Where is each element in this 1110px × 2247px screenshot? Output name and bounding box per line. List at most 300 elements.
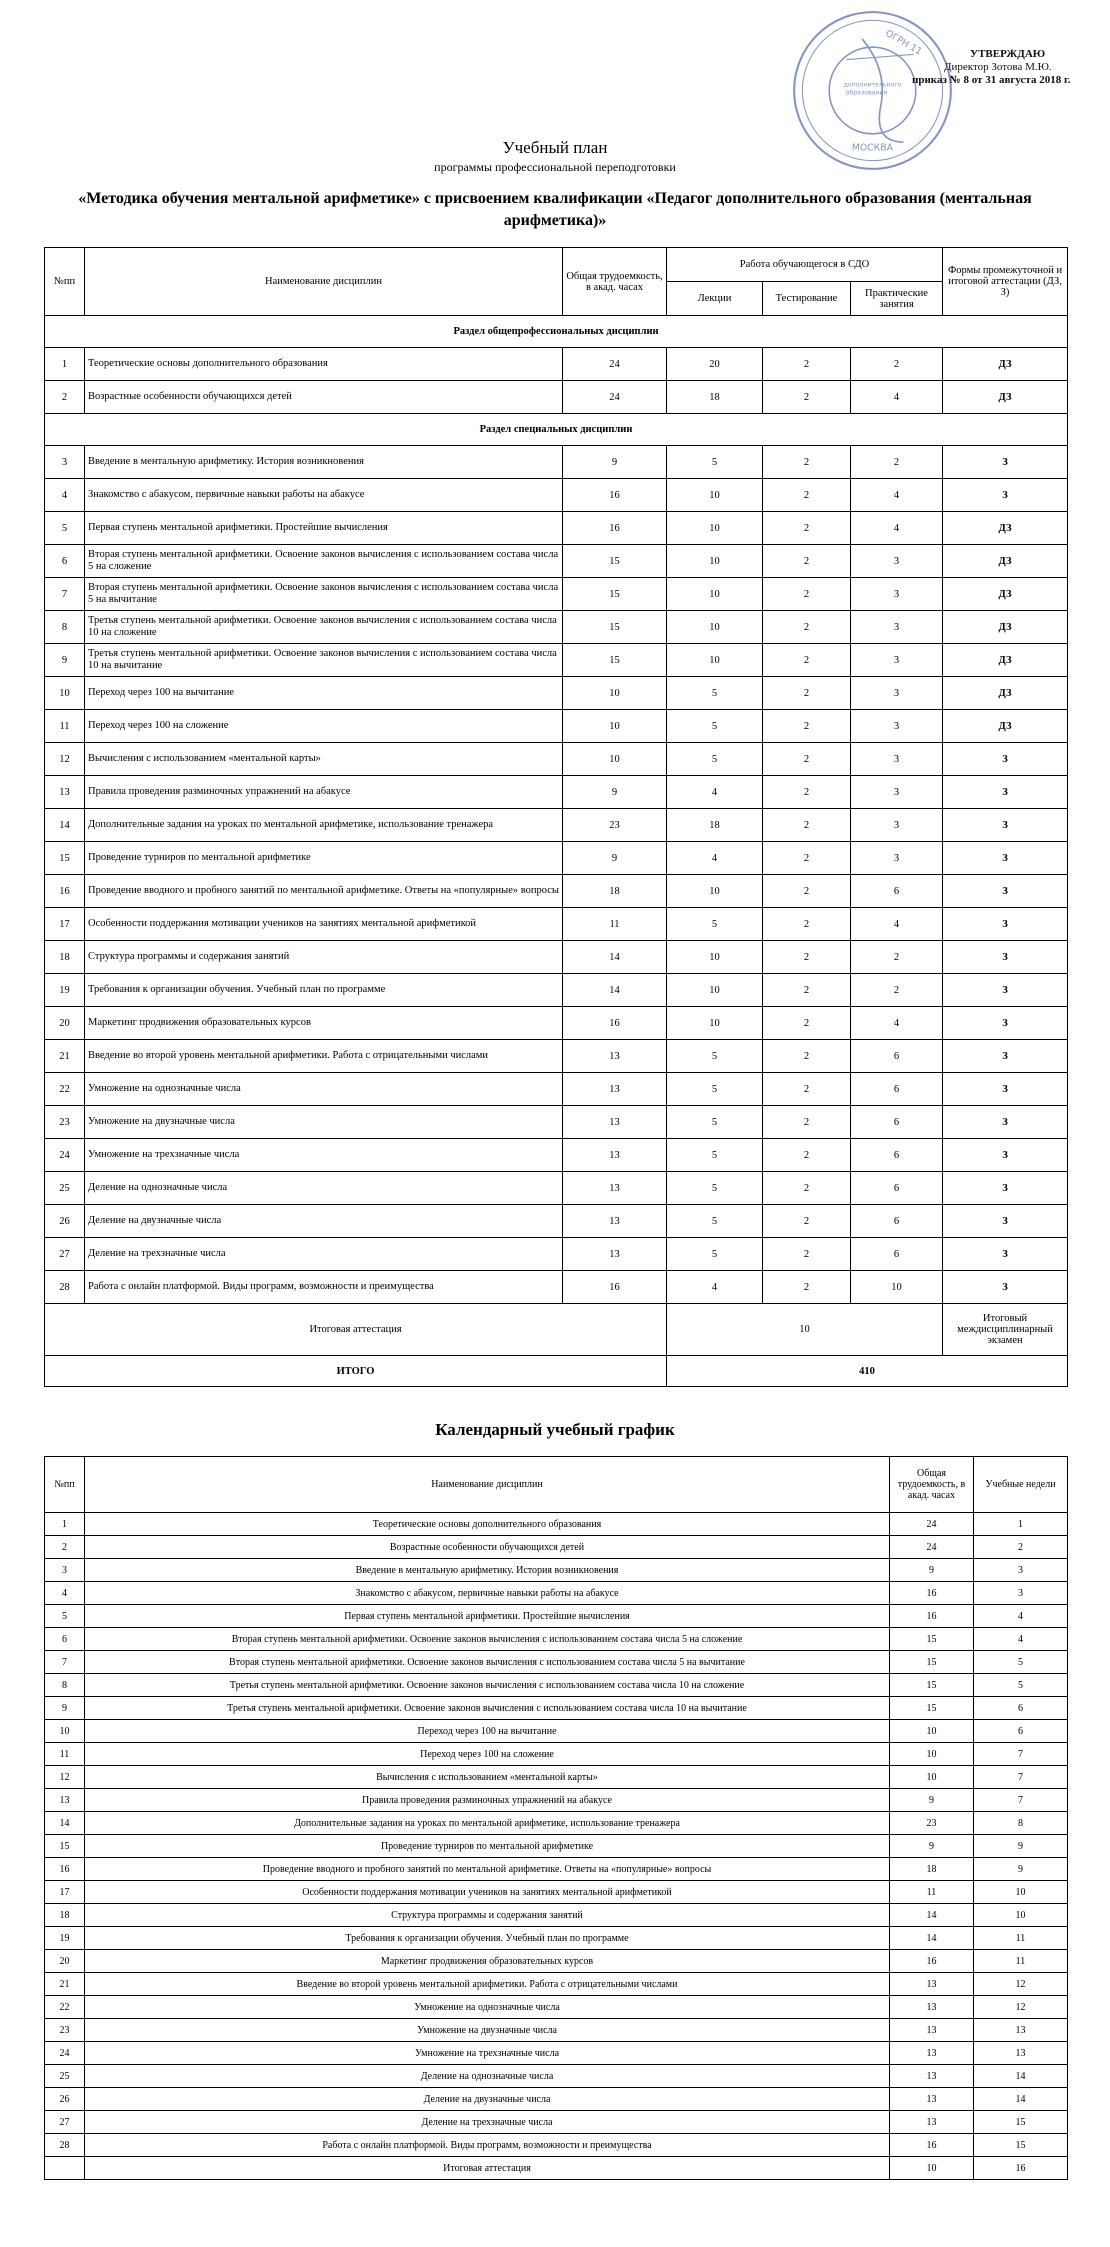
calendar-row: [45, 1904, 1068, 1927]
assessment-form: З: [943, 875, 1068, 908]
table-row: [45, 545, 1068, 578]
calendar-row: [45, 1812, 1068, 1835]
assessment-form: З: [943, 1172, 1068, 1205]
discipline-name: Введение в ментальную арифметику. История возникновения: [85, 1559, 890, 1582]
discipline-name: Возрастные особенности обучающихся детей: [85, 1536, 890, 1559]
discipline-name: Вычисления с использованием «ментальной карты»: [85, 743, 563, 776]
lecture-hours: 20: [667, 348, 763, 381]
cal-header-num: №пп: [45, 1457, 85, 1513]
row-number: 7: [45, 578, 85, 611]
row-number: 3: [45, 446, 85, 479]
test-hours: 2: [763, 1040, 851, 1073]
row-number: 12: [45, 743, 85, 776]
test-hours: 2: [763, 974, 851, 1007]
study-week: 15: [974, 2111, 1068, 2134]
row-number: 14: [45, 1812, 85, 1835]
col-header-num: №пп: [45, 248, 85, 316]
assessment-form: З: [943, 1238, 1068, 1271]
total-hours: 13: [563, 1040, 667, 1073]
discipline-name: Переход через 100 на сложение: [85, 1743, 890, 1766]
discipline-name: Деление на трехзначные числа: [85, 2111, 890, 2134]
total-hours: 14: [890, 1927, 974, 1950]
practice-hours: 3: [851, 743, 943, 776]
table-row: [45, 1073, 1068, 1106]
row-number: 23: [45, 1106, 85, 1139]
discipline-name: Дополнительные задания на уроках по ментальной арифметике, использование тренажера: [85, 1812, 890, 1835]
lecture-hours: 5: [667, 677, 763, 710]
discipline-name: Деление на двузначные числа: [85, 1205, 563, 1238]
lecture-hours: 10: [667, 479, 763, 512]
row-number: 18: [45, 941, 85, 974]
total-hours: 24: [563, 381, 667, 414]
study-week: 15: [974, 2134, 1068, 2157]
row-number: 28: [45, 1271, 85, 1304]
row-number: 9: [45, 644, 85, 677]
assessment-form: З: [943, 1007, 1068, 1040]
row-number: 16: [45, 1858, 85, 1881]
assessment-form: ДЗ: [943, 677, 1068, 710]
discipline-name: Деление на трехзначные числа: [85, 1238, 563, 1271]
discipline-name: Правила проведения разминочных упражнений на абакусе: [85, 776, 563, 809]
total-hours: 16: [890, 1950, 974, 1973]
study-week: 4: [974, 1605, 1068, 1628]
total-hours: 10: [890, 2157, 974, 2180]
row-number: 22: [45, 1996, 85, 2019]
practice-hours: 2: [851, 446, 943, 479]
row-number: 22: [45, 1073, 85, 1106]
practice-hours: 2: [851, 348, 943, 381]
table-row: [45, 1139, 1068, 1172]
assessment-form: З: [943, 908, 1068, 941]
lecture-hours: 5: [667, 1238, 763, 1271]
row-number: 23: [45, 2019, 85, 2042]
practice-hours: 3: [851, 776, 943, 809]
lecture-hours: 5: [667, 1040, 763, 1073]
total-hours: 15: [890, 1628, 974, 1651]
discipline-name: Введение в ментальную арифметику. История возникновения: [85, 446, 563, 479]
assessment-form: З: [943, 1040, 1068, 1073]
assessment-form: З: [943, 842, 1068, 875]
total-hours: 13: [563, 1205, 667, 1238]
total-hours: 13: [563, 1106, 667, 1139]
row-number: 15: [45, 1835, 85, 1858]
cal-header-name: Наименование дисциплин: [85, 1457, 890, 1513]
calendar-row: [45, 1720, 1068, 1743]
test-hours: 2: [763, 1139, 851, 1172]
study-week: 14: [974, 2065, 1068, 2088]
calendar-row: [45, 1858, 1068, 1881]
calendar-row: [45, 2111, 1068, 2134]
section-row-general: [45, 316, 1068, 348]
row-number: 25: [45, 1172, 85, 1205]
row-number: 7: [45, 1651, 85, 1674]
discipline-name: Структура программы и содержания занятий: [85, 1904, 890, 1927]
discipline-name: Умножение на двузначные числа: [85, 1106, 563, 1139]
study-week: 11: [974, 1950, 1068, 1973]
discipline-name: Первая ступень ментальной арифметики. Простейшие вычисления: [85, 512, 563, 545]
assessment-form: З: [943, 1205, 1068, 1238]
assessment-form: З: [943, 1073, 1068, 1106]
test-hours: 2: [763, 776, 851, 809]
test-hours: 2: [763, 875, 851, 908]
total-hours: 13: [563, 1073, 667, 1106]
calendar-row: [45, 1582, 1068, 1605]
study-week: 13: [974, 2019, 1068, 2042]
table-row: [45, 381, 1068, 414]
discipline-name: Деление на однозначные числа: [85, 2065, 890, 2088]
practice-hours: 4: [851, 908, 943, 941]
discipline-name: Требования к организации обучения. Учебный план по программе: [85, 1927, 890, 1950]
row-number: 21: [45, 1973, 85, 1996]
study-week: 14: [974, 2088, 1068, 2111]
row-number: 24: [45, 1139, 85, 1172]
practice-hours: 2: [851, 941, 943, 974]
test-hours: 2: [763, 710, 851, 743]
row-number: 21: [45, 1040, 85, 1073]
test-hours: 2: [763, 446, 851, 479]
total-hours: 15: [563, 578, 667, 611]
practice-hours: 4: [851, 479, 943, 512]
test-hours: 2: [763, 677, 851, 710]
test-hours: 2: [763, 1106, 851, 1139]
calendar-row: [45, 1789, 1068, 1812]
total-hours: 16: [890, 1605, 974, 1628]
total-hours: 15: [890, 1674, 974, 1697]
discipline-name: Умножение на двузначные числа: [85, 2019, 890, 2042]
row-number: 24: [45, 2042, 85, 2065]
study-week: 1: [974, 1513, 1068, 1536]
calendar-row: [45, 1651, 1068, 1674]
total-hours: 13: [563, 1172, 667, 1205]
svg-text:ОГРН 11: ОГРН 11: [883, 27, 924, 58]
total-hours: 13: [890, 2042, 974, 2065]
lecture-hours: 10: [667, 545, 763, 578]
discipline-name: Переход через 100 на вычитание: [85, 677, 563, 710]
assessment-form: ДЗ: [943, 644, 1068, 677]
discipline-name: Особенности поддержания мотивации учеников на занятиях ментальной арифметикой: [85, 908, 563, 941]
assessment-form: ДЗ: [943, 710, 1068, 743]
practice-hours: 4: [851, 512, 943, 545]
total-hours: 16: [890, 2134, 974, 2157]
table-row: [45, 1271, 1068, 1304]
test-hours: 2: [763, 611, 851, 644]
study-week: 16: [974, 2157, 1068, 2180]
col-header-practice: Практические занятия: [851, 282, 943, 316]
row-number: 6: [45, 1628, 85, 1651]
discipline-name: Третья ступень ментальной арифметики. Освоение законов вычисления с использованием состава числа 10 на вычитание: [85, 1697, 890, 1720]
row-number: 28: [45, 2134, 85, 2157]
table-row: [45, 479, 1068, 512]
lecture-hours: 4: [667, 842, 763, 875]
total-hours: 13: [890, 2019, 974, 2042]
assessment-form: ДЗ: [943, 348, 1068, 381]
total-hours: 10: [890, 1720, 974, 1743]
discipline-name: Особенности поддержания мотивации учеников на занятиях ментальной арифметикой: [85, 1881, 890, 1904]
discipline-name: Теоретические основы дополнительного образования: [85, 1513, 890, 1536]
discipline-name: Знакомство с абакусом, первичные навыки работы на абакусе: [85, 1582, 890, 1605]
study-week: 8: [974, 1812, 1068, 1835]
test-hours: 2: [763, 479, 851, 512]
discipline-name: Первая ступень ментальной арифметики. Простейшие вычисления: [85, 1605, 890, 1628]
row-number: 1: [45, 348, 85, 381]
study-week: 7: [974, 1789, 1068, 1812]
row-number: 5: [45, 512, 85, 545]
svg-text:образования: образования: [845, 89, 888, 97]
study-week: 5: [974, 1651, 1068, 1674]
test-hours: 2: [763, 908, 851, 941]
row-number: 10: [45, 1720, 85, 1743]
test-hours: 2: [763, 743, 851, 776]
row-number: 8: [45, 1674, 85, 1697]
discipline-name: Переход через 100 на сложение: [85, 710, 563, 743]
practice-hours: 6: [851, 1205, 943, 1238]
practice-hours: 6: [851, 1238, 943, 1271]
row-number: 26: [45, 1205, 85, 1238]
total-hours: 13: [890, 2065, 974, 2088]
study-week: 4: [974, 1628, 1068, 1651]
table-row: [45, 842, 1068, 875]
calendar-row: [45, 1536, 1068, 1559]
total-hours: 13: [563, 1238, 667, 1271]
discipline-name: Деление на однозначные числа: [85, 1172, 563, 1205]
discipline-name: Вторая ступень ментальной арифметики. Освоение законов вычисления с использованием состава числа 5 на вычитание: [85, 1651, 890, 1674]
col-header-total: Общая трудоемкость, в акад. часах: [563, 248, 667, 316]
practice-hours: 6: [851, 1139, 943, 1172]
calendar-table: [44, 1456, 1068, 2180]
total-value: 410: [667, 1356, 1068, 1387]
final-label: Итоговая аттестация: [45, 1304, 667, 1356]
study-week: 6: [974, 1697, 1068, 1720]
total-hours: 16: [890, 1582, 974, 1605]
calendar-row: [45, 1605, 1068, 1628]
discipline-name: Введение во второй уровень ментальной арифметики. Работа с отрицательными числами: [85, 1040, 563, 1073]
study-week: 5: [974, 1674, 1068, 1697]
lecture-hours: 5: [667, 1205, 763, 1238]
study-week: 12: [974, 1996, 1068, 2019]
row-number: 5: [45, 1605, 85, 1628]
discipline-name: Умножение на однозначные числа: [85, 1073, 563, 1106]
curriculum-table: [44, 247, 1068, 1387]
section-label: Раздел специальных дисциплин: [45, 414, 1068, 446]
row-number: 9: [45, 1697, 85, 1720]
row-number: 19: [45, 974, 85, 1007]
total-hours: 23: [563, 809, 667, 842]
table-row: [45, 941, 1068, 974]
assessment-form: ДЗ: [943, 381, 1068, 414]
row-number: 4: [45, 479, 85, 512]
test-hours: 2: [763, 1271, 851, 1304]
discipline-name: Умножение на однозначные числа: [85, 1996, 890, 2019]
discipline-name: Маркетинг продвижения образовательных курсов: [85, 1007, 563, 1040]
calendar-row: [45, 1973, 1068, 1996]
total-hours: 15: [890, 1651, 974, 1674]
discipline-name: Вторая ступень ментальной арифметики. Освоение законов вычисления с использованием состава числа 5 на сложение: [85, 545, 563, 578]
approval-title: УТВЕРЖДАЮ: [970, 48, 1046, 60]
table-row: [45, 446, 1068, 479]
practice-hours: 6: [851, 1073, 943, 1106]
row-number: 20: [45, 1950, 85, 1973]
calendar-row: [45, 1881, 1068, 1904]
table-row: [45, 1172, 1068, 1205]
table-row: [45, 348, 1068, 381]
discipline-name: Проведение турниров по ментальной арифметике: [85, 1835, 890, 1858]
col-header-form: Формы промежуточной и итоговой аттестации (ДЗ, З): [943, 248, 1068, 316]
lecture-hours: 18: [667, 809, 763, 842]
total-hours: 24: [890, 1536, 974, 1559]
practice-hours: 3: [851, 842, 943, 875]
row-number: 11: [45, 710, 85, 743]
total-hours: 13: [890, 1973, 974, 1996]
assessment-form: З: [943, 743, 1068, 776]
study-week: 12: [974, 1973, 1068, 1996]
calendar-row: [45, 1559, 1068, 1582]
calendar-row: [45, 2157, 1068, 2180]
total-row: [45, 1356, 1068, 1387]
study-week: 6: [974, 1720, 1068, 1743]
total-hours: 10: [563, 710, 667, 743]
row-number: 11: [45, 1743, 85, 1766]
table-row: [45, 743, 1068, 776]
calendar-row: [45, 2019, 1068, 2042]
discipline-name: Теоретические основы дополнительного образования: [85, 348, 563, 381]
plan-subtitle: программы профессиональной переподготовки: [434, 160, 676, 174]
total-hours: 15: [563, 644, 667, 677]
row-number: 10: [45, 677, 85, 710]
total-hours: 16: [563, 479, 667, 512]
test-hours: 2: [763, 644, 851, 677]
row-number: 3: [45, 1559, 85, 1582]
discipline-name: Вторая ступень ментальной арифметики. Освоение законов вычисления с использованием состава числа 5 на вычитание: [85, 578, 563, 611]
discipline-name: Вторая ступень ментальной арифметики. Освоение законов вычисления с использованием состава числа 5 на сложение: [85, 1628, 890, 1651]
assessment-form: ДЗ: [943, 512, 1068, 545]
lecture-hours: 4: [667, 1271, 763, 1304]
practice-hours: 3: [851, 611, 943, 644]
test-hours: 2: [763, 348, 851, 381]
test-hours: 2: [763, 1073, 851, 1106]
section-row-special: [45, 414, 1068, 446]
practice-hours: 3: [851, 578, 943, 611]
section-label: Раздел общепрофессиональных дисциплин: [45, 316, 1068, 348]
study-week: 10: [974, 1881, 1068, 1904]
lecture-hours: 5: [667, 1172, 763, 1205]
lecture-hours: 4: [667, 776, 763, 809]
row-number: 17: [45, 1881, 85, 1904]
row-number: 2: [45, 381, 85, 414]
cal-header-total: Общая трудоемкость, в акад. часах: [890, 1457, 974, 1513]
table-row: [45, 1040, 1068, 1073]
row-number: 17: [45, 908, 85, 941]
row-number: 13: [45, 776, 85, 809]
total-hours: 14: [563, 941, 667, 974]
total-hours: 9: [563, 842, 667, 875]
discipline-name: Правила проведения разминочных упражнений на абакусе: [85, 1789, 890, 1812]
table-row: [45, 1238, 1068, 1271]
table-row: [45, 611, 1068, 644]
row-number: 18: [45, 1904, 85, 1927]
practice-hours: 3: [851, 809, 943, 842]
approval-order: приказ № 8 от 31 августа 2018 г.: [912, 74, 1071, 86]
test-hours: 2: [763, 1172, 851, 1205]
calendar-row: [45, 2065, 1068, 2088]
calendar-row: [45, 2134, 1068, 2157]
total-hours: 13: [563, 1139, 667, 1172]
total-hours: 16: [563, 1271, 667, 1304]
plan-title: Учебный план: [502, 138, 608, 157]
svg-text:МОСКВА: МОСКВА: [851, 142, 893, 154]
lecture-hours: 10: [667, 644, 763, 677]
discipline-name: Структура программы и содержания занятий: [85, 941, 563, 974]
discipline-name: Итоговая аттестация: [85, 2157, 890, 2180]
approval-director: Директор Зотова М.Ю.: [944, 61, 1052, 73]
lecture-hours: 10: [667, 1007, 763, 1040]
discipline-name: Умножение на трехзначные числа: [85, 2042, 890, 2065]
final-hours: 10: [667, 1304, 943, 1356]
lecture-hours: 10: [667, 611, 763, 644]
practice-hours: 6: [851, 1172, 943, 1205]
discipline-name: Возрастные особенности обучающихся детей: [85, 381, 563, 414]
study-week: 3: [974, 1582, 1068, 1605]
total-hours: 24: [890, 1513, 974, 1536]
lecture-hours: 10: [667, 512, 763, 545]
assessment-form: З: [943, 809, 1068, 842]
total-hours: 24: [563, 348, 667, 381]
calendar-row: [45, 1835, 1068, 1858]
program-heading: «Методика обучения ментальной арифметике» с присвоением квалификации «Педагог дополнительного образования (ментальная арифметика)»: [78, 190, 1032, 229]
practice-hours: 4: [851, 1007, 943, 1040]
svg-text:дополнительного: дополнительного: [843, 81, 902, 89]
table-row: [45, 1205, 1068, 1238]
test-hours: 2: [763, 381, 851, 414]
discipline-name: Проведение турниров по ментальной арифметике: [85, 842, 563, 875]
practice-hours: 3: [851, 644, 943, 677]
test-hours: 2: [763, 941, 851, 974]
study-week: 3: [974, 1559, 1068, 1582]
col-header-lectures: Лекции: [667, 282, 763, 316]
total-hours: 13: [890, 2088, 974, 2111]
study-week: 13: [974, 2042, 1068, 2065]
col-header-testing: Тестирование: [763, 282, 851, 316]
table-row: [45, 809, 1068, 842]
lecture-hours: 5: [667, 710, 763, 743]
final-form: Итоговый междисциплинарный экзамен: [943, 1304, 1068, 1356]
final-attestation-row: [45, 1304, 1068, 1356]
col-header-name: Наименование дисциплин: [85, 248, 563, 316]
assessment-form: ДЗ: [943, 611, 1068, 644]
total-hours: 18: [563, 875, 667, 908]
study-week: 11: [974, 1927, 1068, 1950]
row-number: 12: [45, 1766, 85, 1789]
calendar-row: [45, 1628, 1068, 1651]
assessment-form: З: [943, 446, 1068, 479]
assessment-form: З: [943, 974, 1068, 1007]
table-row: [45, 1106, 1068, 1139]
table-row: [45, 974, 1068, 1007]
test-hours: 2: [763, 578, 851, 611]
assessment-form: З: [943, 1139, 1068, 1172]
row-number: 27: [45, 1238, 85, 1271]
lecture-hours: 18: [667, 381, 763, 414]
lecture-hours: 5: [667, 908, 763, 941]
row-number: [45, 2157, 85, 2180]
lecture-hours: 5: [667, 743, 763, 776]
practice-hours: 6: [851, 1040, 943, 1073]
row-number: 8: [45, 611, 85, 644]
lecture-hours: 5: [667, 1073, 763, 1106]
discipline-name: Умножение на трехзначные числа: [85, 1139, 563, 1172]
discipline-name: Проведение вводного и пробного занятий по ментальной арифметике. Ответы на «популярные» вопросы: [85, 1858, 890, 1881]
total-hours: 9: [890, 1835, 974, 1858]
cal-header-weeks: Учебные недели: [974, 1457, 1068, 1513]
